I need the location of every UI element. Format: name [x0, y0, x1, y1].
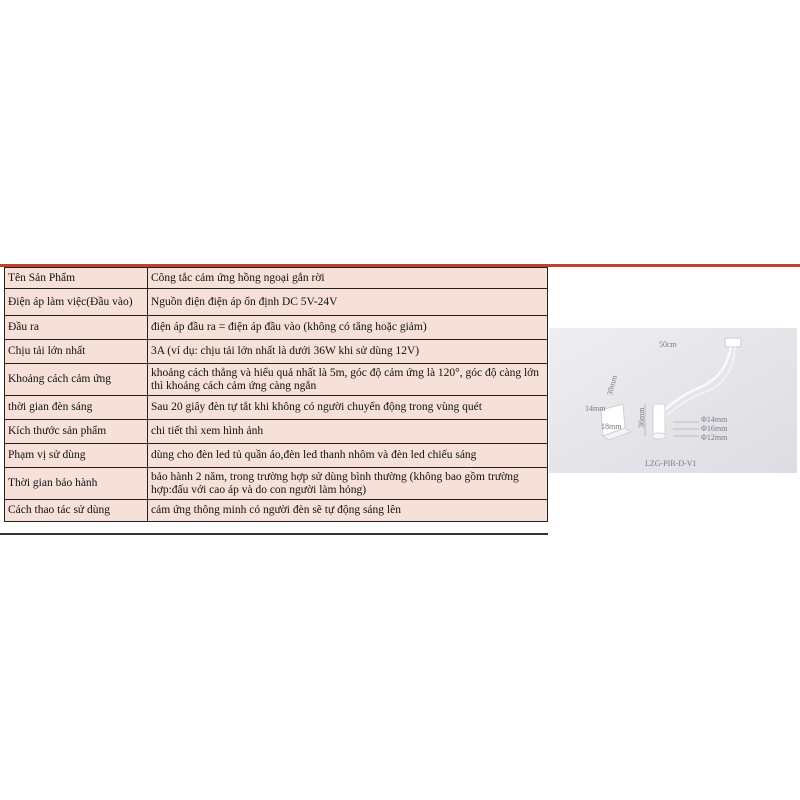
spec-label: Điện áp làm việc(Đầu vào)	[5, 289, 148, 316]
table-row	[5, 268, 548, 289]
sensor-length-label: 36mm	[637, 407, 646, 428]
table-row	[5, 468, 548, 500]
spec-table-body	[5, 268, 548, 522]
connector-plug	[725, 338, 741, 347]
spec-value: Công tắc cảm ứng hồng ngoại gắn rời	[148, 268, 548, 289]
table-row	[5, 316, 548, 340]
table-row	[5, 289, 548, 316]
spec-table	[4, 267, 548, 522]
spec-value: khoảng cách thẳng và hiểu quả nhất là 5m, góc độ cảm ứng là 120°, góc độ càng lớn thì khoảng cách cảm ứng càng ngắn	[148, 364, 548, 396]
table-row	[5, 396, 548, 420]
diameter-label-1: Φ14mm	[701, 415, 728, 424]
spec-value: điện áp đầu ra = điện áp đầu vào (không có tăng hoặc giảm)	[148, 316, 548, 340]
spec-label: Phạm vị sử dùng	[5, 444, 148, 468]
product-photo	[549, 328, 797, 473]
spec-value: Nguồn điện điện áp ổn định DC 5V-24V	[148, 289, 548, 316]
spec-value: bảo hành 2 năm, trong trường hợp sử dùng bình thường (không bao gồm trường hợp:đấu với cao áp và do con người làm hỏng)	[148, 468, 548, 500]
table-row	[5, 420, 548, 444]
spec-label: Thời gian bảo hành	[5, 468, 148, 500]
footer-divider	[0, 533, 548, 535]
spec-label: Tên Sản Phẩm	[5, 268, 148, 289]
diameter-label-2: Φ16mm	[701, 424, 728, 433]
spec-label: Cách thao tác sử dùng	[5, 500, 148, 522]
table-row	[5, 500, 548, 522]
sensor-lens	[652, 433, 666, 439]
spec-value: Sau 20 giây đèn tự tắt khi không có người chuyển động trong vùng quét	[148, 396, 548, 420]
spec-label: Chịu tải lớn nhất	[5, 340, 148, 364]
spec-label: Kích thước sản phẩm	[5, 420, 148, 444]
spec-value: cảm ứng thông minh có người đèn sẽ tự động sáng lên	[148, 500, 548, 522]
bracket-width-label: 14mm	[585, 404, 606, 413]
table-row	[5, 444, 548, 468]
table-row	[5, 340, 548, 364]
spec-value: chi tiết thì xem hình ảnh	[148, 420, 548, 444]
model-number-label: LZG-PIR-D-V1	[645, 459, 697, 468]
pir-sensor-illustration	[549, 328, 797, 473]
table-row	[5, 364, 548, 396]
spec-value: dùng cho đèn led tủ quần áo,đèn led thanh nhôm và đèn led chiếu sáng	[148, 444, 548, 468]
bracket-depth-label: 18mm	[601, 422, 622, 431]
spec-label: Đầu ra	[5, 316, 148, 340]
spec-label: thời gian đèn sáng	[5, 396, 148, 420]
spec-value: 3A (ví dụ: chịu tải lớn nhất là dưới 36W khi sử dùng 12V)	[148, 340, 548, 364]
diameter-label-3: Φ12mm	[701, 433, 728, 442]
spec-label: Khoảng cách cảm ứng	[5, 364, 148, 396]
cable-length-label: 50cm	[659, 340, 677, 349]
sensor-body	[653, 404, 665, 436]
bracket-height-label: 30mm	[605, 374, 619, 397]
